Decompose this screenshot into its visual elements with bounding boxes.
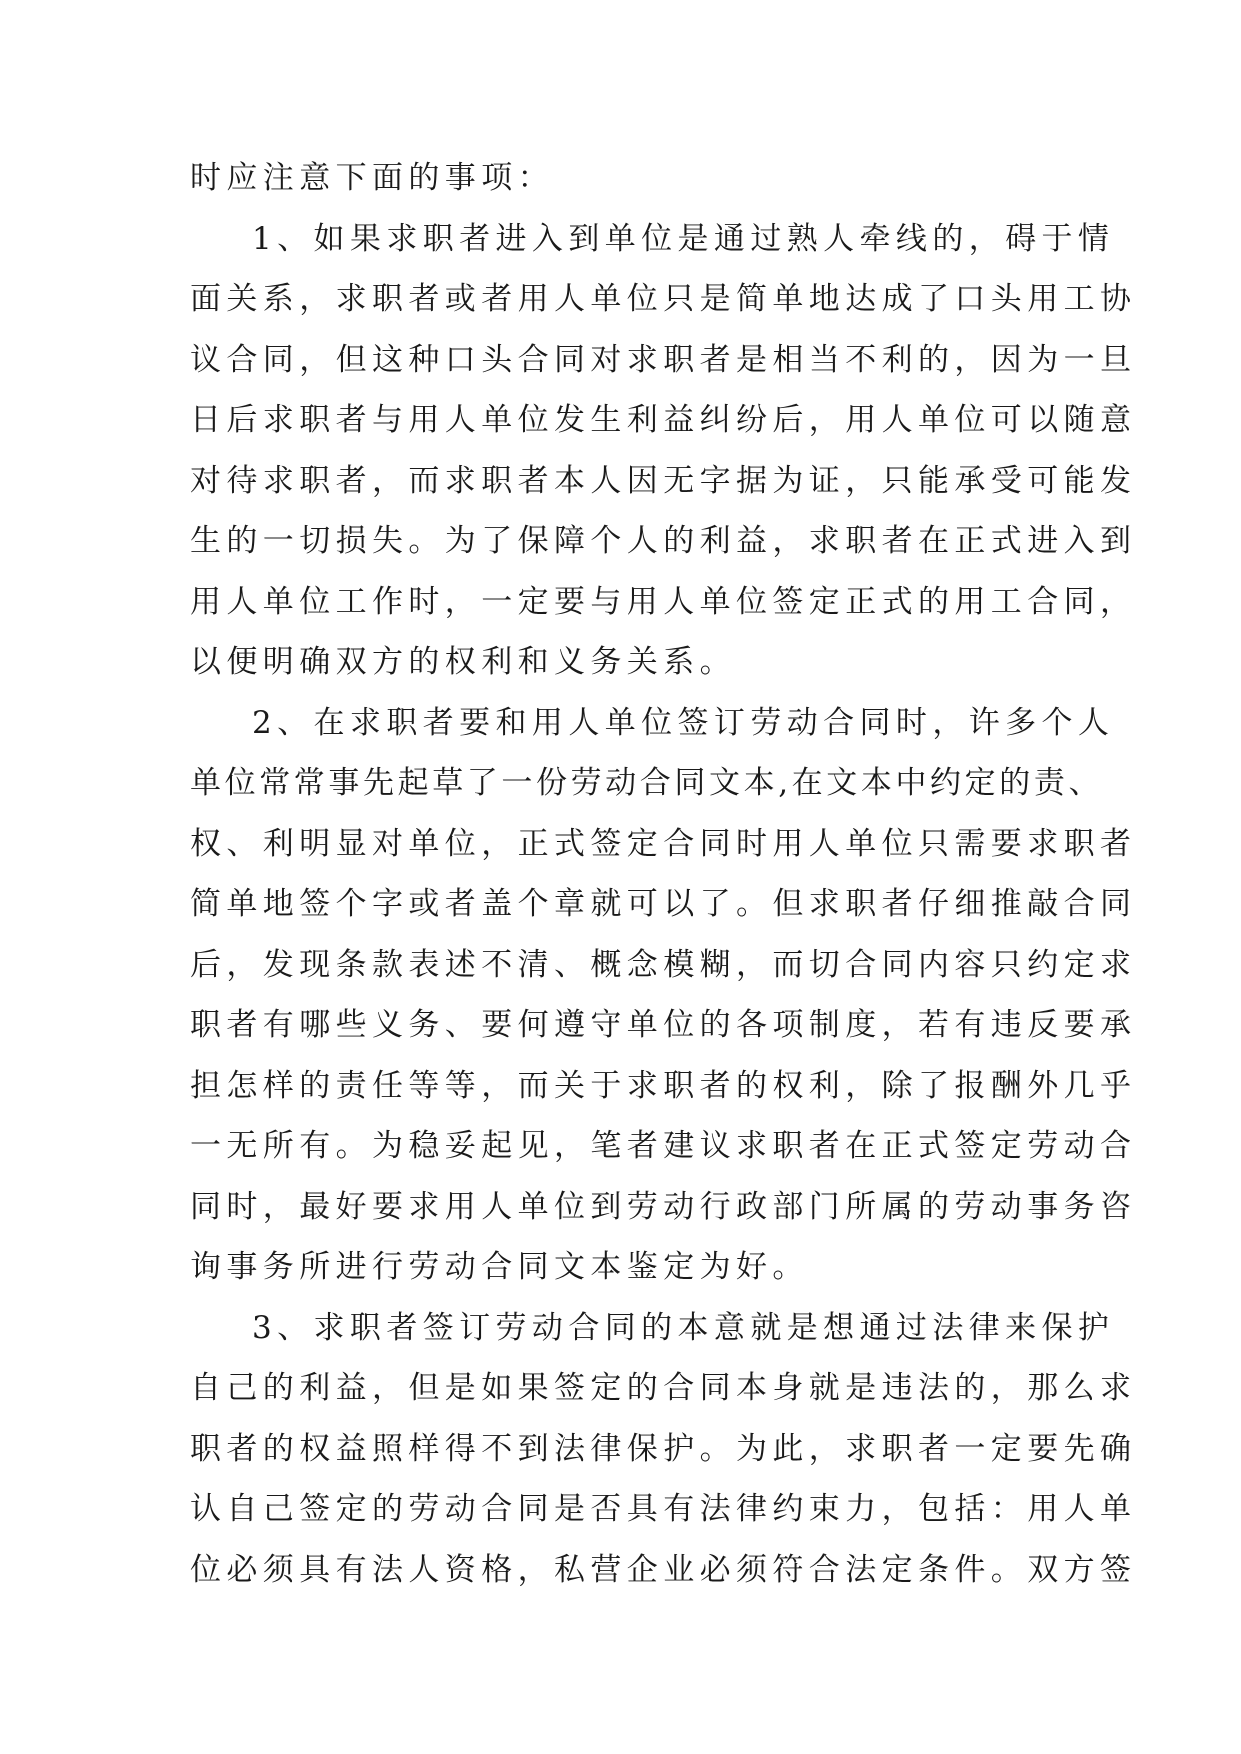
text-line: 用人单位工作时，一定要与用人单位签定正式的用工合同， [190, 583, 1137, 620]
text-line: 职者的权益照样得不到法律保护。为此，求职者一定要先确 [190, 1430, 1137, 1467]
document-body [190, 158, 1137, 1610]
text-line: 时应注意下面的事项： [190, 160, 554, 196]
text-line: 议合同，但这种口头合同对求职者是相当不利的，因为一旦 [190, 341, 1137, 378]
text-line: 职者有哪些义务、要何遵守单位的各项制度，若有违反要承 [190, 1007, 1137, 1043]
text-line: 生的一切损失。为了保障个人的利益，求职者在正式进入到 [190, 523, 1137, 559]
text-line: 自己的利益，但是如果签定的合同本身就是违法的，那么求 [190, 1370, 1137, 1406]
text-line: 位必须具有法人资格，私营企业必须符合法定条件。双方签 [190, 1551, 1137, 1588]
text-line: 简单地签个字或者盖个章就可以了。但求职者仔细推敲合同 [190, 886, 1137, 922]
text-line: 面关系，求职者或者用人单位只是简单地达成了口头用工协 [190, 281, 1137, 317]
text-line: 一无所有。为稳妥起见，笔者建议求职者在正式签定劳动合 [190, 1128, 1137, 1164]
paragraph-2-start: 2、在求职者要和用人单位签订劳动合同时，许多个人 [252, 704, 1115, 741]
paragraph-3-start: 3、求职者签订劳动合同的本意就是想通过法律来保护 [252, 1309, 1115, 1346]
text-line: 同时，最好要求用人单位到劳动行政部门所属的劳动事务咨 [190, 1188, 1137, 1225]
text-line: 以便明确双方的权利和义务关系。 [190, 644, 736, 680]
text-line: 日后求职者与用人单位发生利益纠纷后，用人单位可以随意 [190, 402, 1137, 438]
text-line: 后，发现条款表述不清、概念模糊，而切合同内容只约定求 [190, 946, 1137, 983]
text-line: 单位常常事先起草了一份劳动合同文本,在文本中约定的责、 [190, 765, 1104, 801]
paragraph-1-start: 1、如果求职者进入到单位是通过熟人牵线的，碍于情 [252, 220, 1115, 257]
text-line: 认自己签定的劳动合同是否具有法律约束力，包括：用人单 [190, 1491, 1137, 1527]
text-line: 担怎样的责任等等，而关于求职者的权利，除了报酬外几乎 [190, 1067, 1137, 1104]
text-line: 权、利明显对单位，正式签定合同时用人单位只需要求职者 [190, 825, 1137, 862]
text-line: 询事务所进行劳动合同文本鉴定为好。 [190, 1249, 809, 1285]
text-line: 对待求职者，而求职者本人因无字据为证，只能承受可能发 [190, 462, 1137, 499]
